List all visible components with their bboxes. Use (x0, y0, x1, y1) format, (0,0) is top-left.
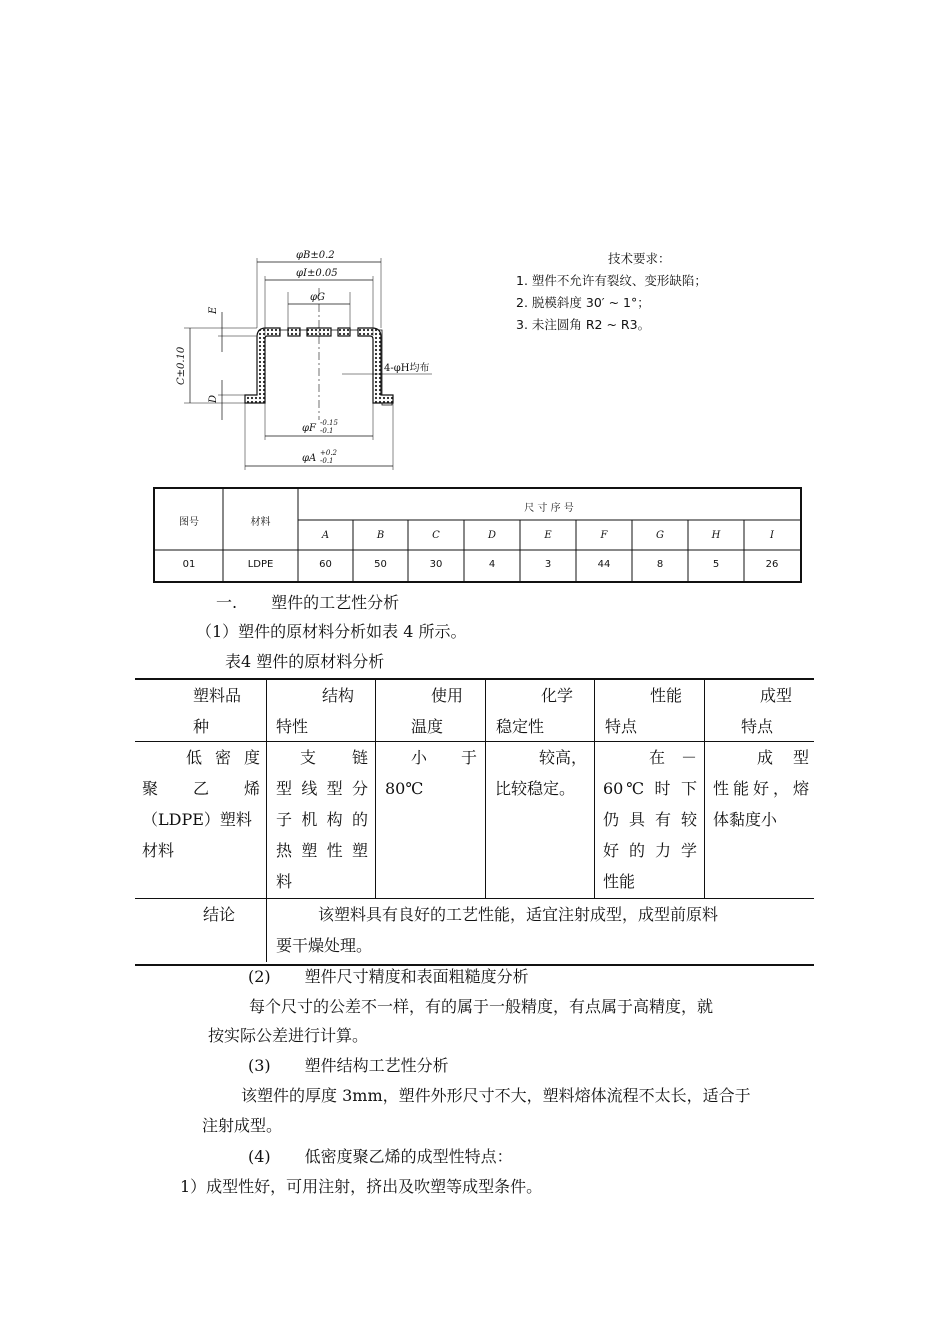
material-table (135, 678, 814, 966)
dim-value: 44 (597, 559, 611, 570)
dim-label-E: E (208, 306, 219, 314)
dim-value: 5 (712, 559, 720, 570)
dim-label-F: φF (302, 423, 316, 434)
dim-col-figure: 图号 (179, 517, 199, 528)
dim-tol-A-up: +0.2 (320, 449, 337, 457)
subsection-number: (2) (248, 967, 271, 986)
cell-molding: 成 型 性能好，熔 体黏度小 (713, 748, 809, 829)
dim-letter: I (770, 530, 774, 541)
header-performance: 性能 特点 (605, 686, 683, 736)
dim-letter: G (656, 530, 664, 541)
dim-row-figure: 01 (182, 559, 196, 570)
dim-letter: A (321, 530, 330, 541)
header-molding: 成型 特点 (741, 686, 793, 736)
dim-col-dims: 尺 寸 序 号 (524, 503, 574, 514)
dim-letter: C (432, 530, 440, 541)
dim-letter: F (600, 530, 608, 541)
paragraph-4: 1）成型性好，可用注射，挤出及吹塑等成型条件。 (180, 1177, 543, 1196)
dim-label-H: 4-φH均布 (384, 363, 430, 374)
dim-value: 50 (374, 559, 387, 570)
conclusion-text: 该塑料具有良好的工艺性能，适宜注射成型，成型前原料 要干燥处理。 (276, 905, 719, 955)
dim-label-I: φI±0.05 (296, 268, 338, 279)
table-caption: 表4 塑件的原材料分析 (225, 652, 385, 671)
dim-tol-F-up: -0.15 (320, 419, 338, 427)
paragraph-2-line-2: 按实际公差进行计算。 (208, 1026, 369, 1045)
dim-label-A: φA (302, 453, 317, 464)
dim-row-material: LDPE (247, 559, 274, 570)
tech-item-1: 1. 塑件不允许有裂纹、变形缺陷； (516, 273, 707, 288)
paragraph-3-line-1: 该塑件的厚度 3mm，塑件外形尺寸不大，塑料熔体流程不太长，适合于 (241, 1086, 751, 1105)
cell-structure: 支 链 型线型分 子机构的 热塑性塑 料 (276, 748, 368, 891)
subsection-title: 塑件结构工艺性分析 (304, 1056, 449, 1075)
paragraph-1: （1）塑件的原材料分析如表 4 所示。 (196, 622, 467, 641)
header-temperature: 使用 温度 (411, 686, 464, 736)
dim-value: 30 (429, 559, 443, 570)
subsection-number: (4) (248, 1147, 271, 1166)
tech-item-3: 3. 未注圆角 R2 ~ R3。 (516, 317, 651, 332)
subsection-title: 低密度聚乙烯的成型性特点： (304, 1147, 513, 1166)
dim-col-material: 材料 (250, 517, 271, 528)
subsection-2 (248, 962, 529, 991)
section-heading (216, 588, 399, 617)
dim-value: 8 (656, 559, 664, 570)
conclusion-label: 结论 (203, 905, 236, 924)
part-section (245, 330, 392, 405)
subsection-number: (3) (248, 1056, 271, 1075)
dim-letter: E (544, 530, 552, 541)
paragraph-2-line-1: 每个尺寸的公差不一样，有的属于一般精度，有点属于高精度，就 (249, 997, 714, 1016)
dim-tol-F-dn: -0.1 (320, 427, 334, 435)
dim-label-C: C±0.10 (176, 346, 187, 385)
dim-label-D: D (208, 394, 219, 403)
header-chemical: 化学 稳定性 (496, 686, 574, 736)
section-title: 塑件的工艺性分析 (271, 593, 400, 612)
dim-label-B: φB±0.2 (296, 250, 335, 261)
tech-title: 技术要求： (608, 251, 671, 266)
cell-chemical: 较高， 比较稳定。 (495, 748, 588, 798)
dimension-table (153, 487, 802, 583)
subsection-title: 塑件尺寸精度和表面粗糙度分析 (304, 967, 529, 986)
cell-material-name: 低 密 度 聚 乙 烯 （LDPE）塑料 材料 (142, 748, 260, 860)
subsection-3 (248, 1051, 449, 1080)
tech-item-2: 2. 脱模斜度 30′ ~ 1°； (516, 295, 650, 310)
dim-tol-A-dn: -0.1 (320, 457, 334, 465)
dim-value: 60 (319, 559, 332, 570)
dim-letter: B (376, 530, 385, 541)
paragraph-3-line-2: 注射成型。 (202, 1116, 283, 1135)
cell-performance: 在 － 60℃ 时 下 仍具有较 好的力学 性能 (603, 748, 698, 891)
cell-temperature: 小 于 80℃ (385, 748, 477, 798)
subsection-4 (248, 1142, 513, 1171)
tech-requirements (516, 248, 707, 336)
dim-value: 4 (488, 559, 496, 570)
dim-value: 3 (544, 559, 552, 570)
dim-letter: D (487, 530, 497, 541)
dim-label-G: φG (310, 292, 325, 303)
header-structure: 结构 特性 (276, 686, 355, 736)
section-number: 一. (216, 593, 238, 612)
dim-value: 26 (765, 559, 779, 570)
part-drawing (170, 240, 460, 475)
header-material: 塑料品 种 (193, 686, 242, 736)
dim-letter: H (711, 530, 721, 541)
